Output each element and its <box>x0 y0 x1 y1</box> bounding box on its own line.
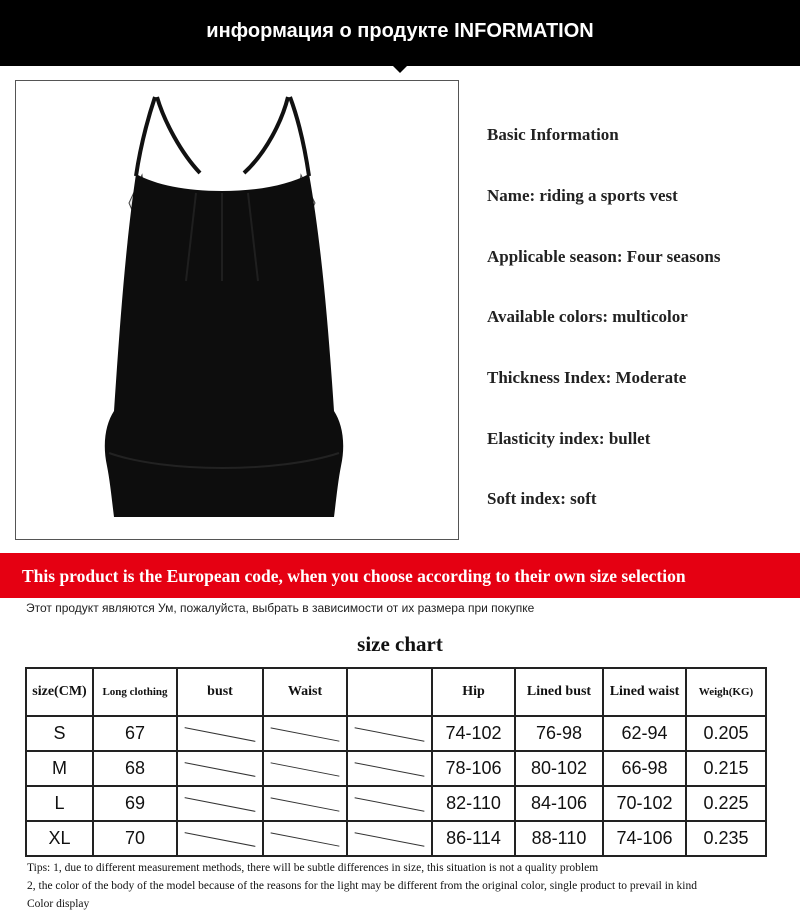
tip-line-1: Tips: 1, due to different measurement methods, there will be subtle differences in size, this situation is not a quality problem <box>27 862 599 874</box>
table-row <box>26 751 766 786</box>
header-title: информация о продукте INFORMATION <box>206 20 594 42</box>
info-elasticity: Elasticity index: bullet <box>487 429 651 448</box>
size-cell: S <box>26 716 93 751</box>
slash-line <box>355 762 425 777</box>
empty-cell <box>347 716 432 751</box>
empty-cell <box>263 786 347 821</box>
empty-cell <box>263 821 347 856</box>
slash-line <box>271 762 340 776</box>
slash-line <box>355 832 425 847</box>
empty-cell <box>347 751 432 786</box>
lined-bust-cell: 80-102 <box>515 751 603 786</box>
weight-cell: 0.205 <box>686 716 766 751</box>
table-row <box>26 821 766 856</box>
empty-cell <box>347 786 432 821</box>
weight-cell: 0.235 <box>686 821 766 856</box>
russian-note: Этот продукт являются Ум, пожалуйста, выбрать в зависимости от их размера при покупке <box>26 601 535 615</box>
slash-line <box>271 832 340 846</box>
info-thickness: Thickness Index: Moderate <box>487 368 687 387</box>
slash-line <box>185 797 256 812</box>
length-cell: 67 <box>93 716 177 751</box>
length-cell: 69 <box>93 786 177 821</box>
weight-cell: 0.215 <box>686 751 766 786</box>
size-table-header <box>26 668 766 716</box>
hip-cell: 86-114 <box>432 821 515 856</box>
slash-line <box>355 727 425 742</box>
tip-line-2: 2, the color of the body of the model because of the reasons for the light may be different from the original color, single product to prevail in kind <box>27 880 697 892</box>
product-photo <box>15 80 459 540</box>
slash-line <box>355 797 425 812</box>
empty-cell <box>177 786 263 821</box>
empty-cell <box>177 751 263 786</box>
header-cell: Lined bust <box>515 668 603 716</box>
header-pointer <box>393 66 407 73</box>
info-season: Applicable season: Four seasons <box>487 247 721 266</box>
tank-top-image <box>16 81 458 539</box>
empty-cell <box>263 751 347 786</box>
info-softness: Soft index: soft <box>487 489 597 508</box>
header-cell: bust <box>177 668 263 716</box>
header-cell: Long clothing <box>93 668 177 716</box>
slash-line <box>185 832 256 847</box>
header-cell: Hip <box>432 668 515 716</box>
info-name: Name: riding a sports vest <box>487 186 678 205</box>
hip-cell: 82-110 <box>432 786 515 821</box>
header-cell: Waist <box>263 668 347 716</box>
header-cell: size(CM) <box>26 668 93 716</box>
slash-line <box>185 762 256 777</box>
table-row <box>26 786 766 821</box>
length-cell: 70 <box>93 821 177 856</box>
lined-waist-cell: 66-98 <box>603 751 686 786</box>
hip-cell: 74-102 <box>432 716 515 751</box>
notice-text: This product is the European code, when you choose according to their own size selection <box>22 566 686 586</box>
length-cell: 68 <box>93 751 177 786</box>
size-cell: L <box>26 786 93 821</box>
lined-bust-cell: 88-110 <box>515 821 603 856</box>
header-cell <box>347 668 432 716</box>
info-colors: Available colors: multicolor <box>487 307 688 326</box>
lined-waist-cell: 62-94 <box>603 716 686 751</box>
slash-line <box>271 797 340 811</box>
tip-line-3: Color display <box>27 898 90 910</box>
header-cell: Lined waist <box>603 668 686 716</box>
empty-cell <box>177 716 263 751</box>
basic-info-heading: Basic Information <box>487 125 619 144</box>
size-cell: M <box>26 751 93 786</box>
size-chart-table <box>25 667 767 857</box>
lined-bust-cell: 76-98 <box>515 716 603 751</box>
size-cell: XL <box>26 821 93 856</box>
hip-cell: 78-106 <box>432 751 515 786</box>
slash-line <box>271 727 340 741</box>
table-row <box>26 716 766 751</box>
empty-cell <box>177 821 263 856</box>
size-chart-title: size chart <box>357 632 443 656</box>
empty-cell <box>347 821 432 856</box>
weight-cell: 0.225 <box>686 786 766 821</box>
slash-line <box>185 727 256 742</box>
header-cell: Weigh(KG) <box>686 668 766 716</box>
lined-bust-cell: 84-106 <box>515 786 603 821</box>
empty-cell <box>263 716 347 751</box>
lined-waist-cell: 74-106 <box>603 821 686 856</box>
lined-waist-cell: 70-102 <box>603 786 686 821</box>
